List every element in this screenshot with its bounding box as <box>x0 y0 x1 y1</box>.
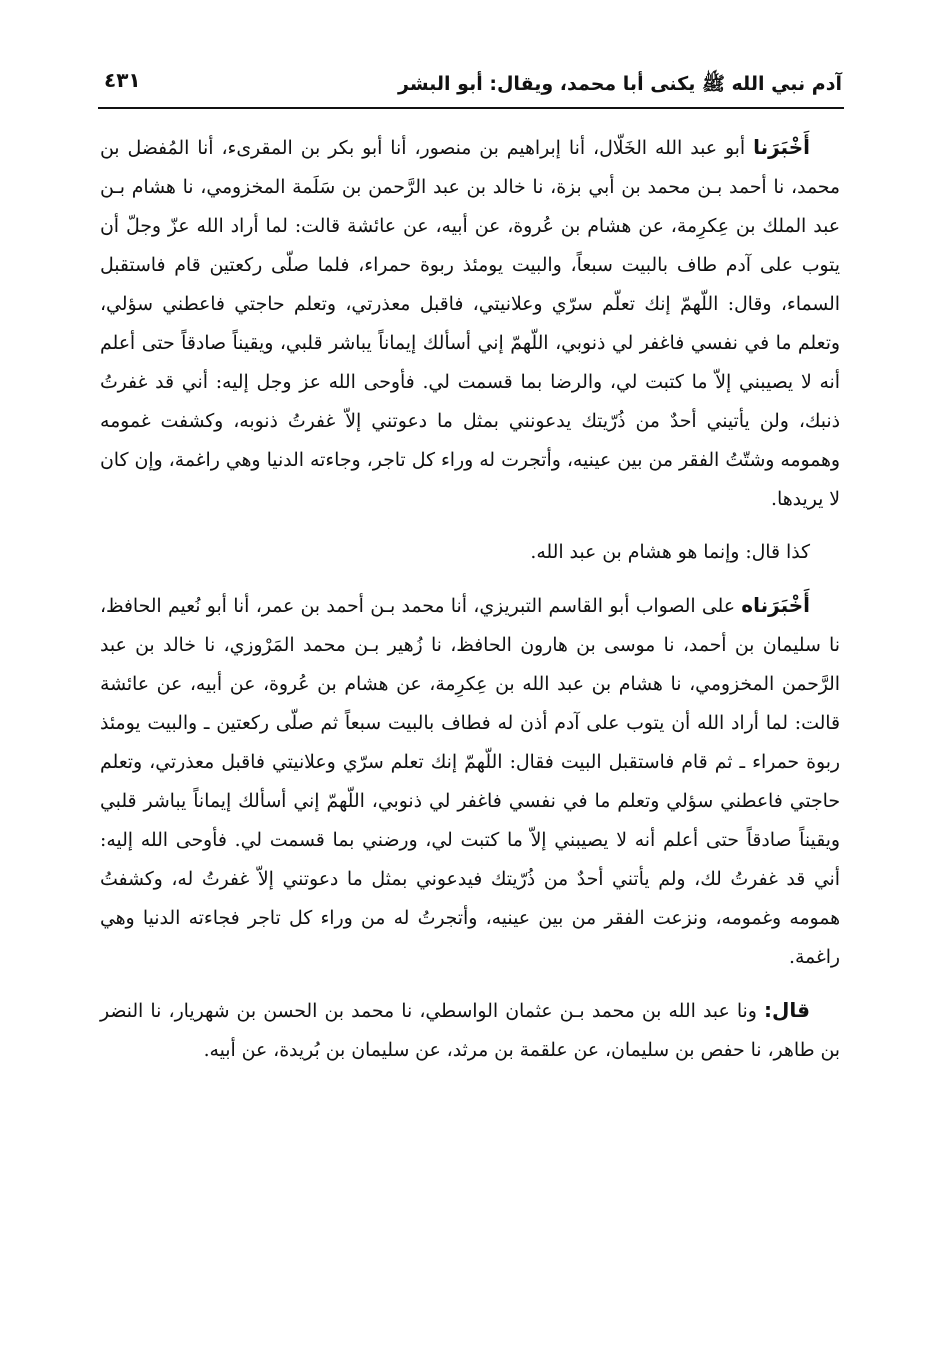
paragraph-4 <box>100 991 840 1070</box>
paragraph-3-lead: أَخْبَرَناه <box>741 593 810 617</box>
paragraph-4-lead: قال: <box>764 998 810 1022</box>
paragraph-2 <box>100 533 840 572</box>
header-rule <box>98 107 844 109</box>
page-body <box>100 128 840 1070</box>
paragraph-3-text: على الصواب أبو القاسم التبريزي، أنا محمد بـن أحمد بن عمر، أنا أبو نُعيم الحافظ، نا سليمان بن أحمد، نا موسى بن هارون الحافظ، نا زُهير بـن محمد المَرْوزي، نا خالد بن عبد الرَّحمن المخزومي، نا هشام بن عبد الله بن عِكرِمة، عن هشام بن عُروة، عن أبيه، عن عائشة قالت: لما أراد الله أن يتوب على آدم أذن له فطاف بالبيت سبعاً ثم صلّى ركعتين ـ والبيت يومئذ ربوة حمراء ـ ثم قام فاستقبل البيت فقال: اللّهمّ إنك تعلم سرّي وعلانيتي فاقبل معذرتي، وتعلم حاجتي فاعطني سؤلي وتعلم ما في نفسي فاغفر لي ذنوبي، اللّهمّ إني أسألك إيماناً يباشر قلبي ويقيناً صادقاً حتى أعلم أنه لا يصيبني إلاّ ما كتبت لي، ورضني بما قسمت لي. فأوحى الله إليه: أني قد غفرتُ لك، ولم يأتني أحدٌ من ذُرّيتك فيدعوني بمثل ما دعوتني إلاّ غفرتُ له، وكشفتُ همومه وغمومه، ونزعت الفقر من بين عينيه، وأتجرتُ له من وراء كل تاجر فجاءته الدنيا وهي راغمة. <box>100 596 840 968</box>
page-header <box>98 66 842 108</box>
running-title: آدم نبي الله ﷺ يكنى أبا محمد، ويقال: أبو البشر <box>398 73 842 95</box>
paragraph-2-text: كذا قال: وإنما هو هشام بن عبد الله. <box>530 542 810 563</box>
paragraph-3 <box>100 586 840 977</box>
paragraph-1-text: أبو عبد الله الخَلّال، أنا إبراهيم بن منصور، أنا أبو بكر بن المقرىء، أنا المُفضل بن محمد، نا أحمد بـن محمد بن أبي بزة، نا خالد بن عبد الرَّحمن بن سَلَمة المخزومي، نا هشام بـن عبد الملك بن عِكرِمة، عن هشام بن عُروة، عن أبيه، عن عائشة قالت: لما أراد الله عزّ وجلّ أن يتوب على آدم طاف بالبيت سبعاً، والبيت يومئذ ربوة حمراء، فلما صلّى ركعتين قام فاستقبل السماء، وقال: اللّهمّ إنك تعلّم سرّي وعلانيتي، فاقبل معذرتي، وتعلم حاجتي فاعطني سؤلي، وتعلم ما في نفسي فاغفر لي ذنوبي، اللّهمّ إني أسألك إيماناً يباشر قلبي، ويقيناً صادقاً حتى أعلم أنه لا يصيبني إلاّ ما كتبت لي، والرضا بما قسمت لي. فأوحى الله عز وجل إليه: أني قد غفرتُ ذنبك، ولن يأتيني أحدٌ من ذُرّيتك يدعونني بمثل ما دعوتني إلاّ غفرتُ ذنوبه، وكشفت غمومه وهمومه وشتّتُ الفقر من بين عينيه، وأتجرت له وراء كل تاجر، وجاءته الدنيا وهي راغمة، وإن كان لا يريدها. <box>100 138 840 510</box>
paragraph-4-text: ونا عبد الله بن محمد بـن عثمان الواسطي، نا محمد بن الحسن بن شهريار، نا النضر بن طاهر، نا حفص بن سليمان، عن علقمة بن مرثد، عن سليمان بن بُريدة، عن أبيه. <box>100 1001 840 1061</box>
page-number: ٤٣١ <box>104 68 141 92</box>
paragraph-1 <box>100 128 840 519</box>
paragraph-1-lead: أَخْبَرَنا <box>753 135 810 159</box>
